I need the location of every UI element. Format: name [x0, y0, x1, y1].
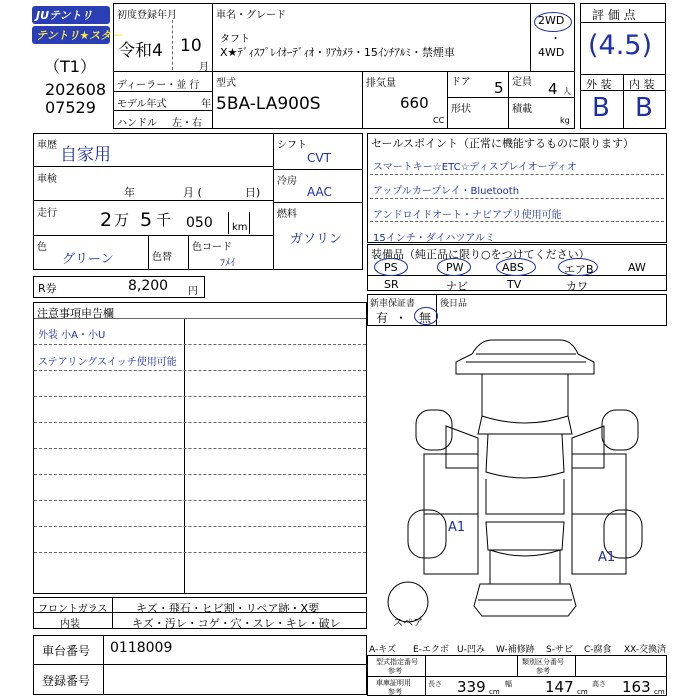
spare-label: スペア	[393, 618, 423, 629]
mileage-u1: 万	[114, 211, 130, 229]
model-year-unit: 年	[201, 99, 211, 110]
inspection-day-unit: 日)	[245, 186, 261, 199]
shift-label: シフト	[277, 140, 307, 151]
mileage-v3: 050	[186, 215, 213, 231]
cert-sub: 参考	[388, 688, 402, 696]
doors-label: ドア	[451, 77, 471, 88]
equip-abs: ABS	[502, 261, 524, 274]
mileage-v1: 2	[100, 209, 113, 231]
diagram-mark-left: A1	[448, 520, 466, 535]
selling-item-1: スマートキー☆ETC☆ディスプレイオーディオ	[373, 162, 577, 173]
recycle-box	[33, 276, 205, 298]
type-label: 型式	[216, 78, 236, 89]
logo	[32, 6, 123, 48]
rating-value: (4.5)	[588, 30, 653, 61]
mileage-v2: 5	[140, 209, 153, 231]
windshield-label: フロントガラス	[38, 604, 108, 615]
reg-label: 初度登録年月	[117, 10, 177, 21]
equip-leather: カワ	[566, 280, 588, 293]
inspection-label: 車検	[37, 174, 57, 185]
handle-options: 左・右	[172, 118, 202, 129]
model-name: タフト	[220, 34, 250, 45]
capacity-value: 4	[548, 80, 558, 98]
legend-u: U-凹み	[457, 645, 485, 655]
equip-airbag-circle	[558, 258, 598, 276]
equip-tv: TV	[507, 278, 522, 291]
fuel-label: 燃料	[277, 209, 297, 220]
equip-pw: PW	[446, 261, 464, 274]
cert-length-unit: cm	[489, 688, 500, 696]
recycle-unit: 円	[188, 286, 198, 297]
color-change-label: 色替	[152, 252, 172, 263]
equip-label: 装備品（純正品に限り○をつけてください）	[371, 248, 590, 261]
shape-label: 形状	[451, 104, 471, 115]
logo-line1: JUテントリ	[32, 6, 110, 24]
reg-month: 10	[180, 36, 202, 56]
car-damage-diagram	[380, 334, 668, 632]
chassis-label: 車台番号	[42, 644, 91, 658]
selling-item-2: アップルカープレイ・Bluetooth	[373, 186, 520, 197]
handle-label: ハンドル	[117, 118, 157, 129]
drive-dot: ・	[550, 32, 561, 45]
cert-length-label: 長さ	[428, 680, 442, 688]
chassis-value: 0118009	[110, 640, 173, 656]
selling-label: セールスポイント（正常に機能するものに限ります）	[371, 137, 635, 150]
exterior-label: 外 装	[586, 78, 612, 91]
type-designation-label: 型式指定番号	[376, 658, 418, 666]
equip-aw: AW	[628, 261, 646, 274]
stock-tag: （T1）	[44, 57, 96, 76]
recycle-value: 8,200	[128, 278, 169, 294]
cert-width: 147	[545, 678, 574, 696]
manual-label: 後日品	[440, 299, 468, 309]
legend-a: A-キズ	[369, 645, 397, 655]
inspection-year-unit: 年	[124, 186, 135, 199]
notes-label: 注意事項申告欄	[37, 307, 114, 320]
disp-value: 660	[400, 94, 429, 112]
stock-number-top: 202608	[45, 80, 107, 99]
legend-s: S-サビ	[546, 645, 573, 655]
cert-height: 163	[622, 678, 651, 696]
interior-label: 内 装	[629, 78, 655, 91]
type-designation-sub: 参考	[388, 667, 402, 675]
interior-grade: B	[635, 93, 653, 123]
disp-label: 排気量	[366, 78, 396, 89]
history-value: 自家用	[60, 145, 111, 165]
mileage-unit: km	[232, 222, 248, 233]
warranty-dot: ・	[395, 311, 408, 325]
notes-line-2: ステアリングスイッチ使用可能	[38, 357, 177, 368]
warranty-no: 無	[419, 311, 432, 325]
class-designation-sub: 参考	[536, 667, 550, 675]
mileage-label: 走行	[37, 208, 57, 219]
ac-label: 冷房	[277, 176, 297, 187]
cert-width-unit: cm	[577, 688, 588, 696]
recycle-label: R券	[38, 282, 57, 295]
model-grade: X★ﾃﾞｨｽﾌﾟﾚｲｵｰﾃﾞｨｵ・ﾘｱｶﾒﾗ・15ｲﾝﾁｱﾙﾐ・禁煙車	[220, 46, 455, 59]
cert-length: 339	[457, 678, 486, 696]
class-designation-label: 類別区分番号	[522, 658, 564, 666]
windshield-text: キズ・飛石・ヒビ割・リペア跡・X要	[136, 602, 320, 615]
load-label: 積載	[512, 104, 532, 115]
equip-ps: PS	[384, 261, 398, 274]
interior-row-text: キズ・汚レ・コゲ・穴・スレ・キレ・破レ	[132, 617, 341, 630]
mileage-u2: 千	[156, 211, 172, 229]
legend-xx: XX-交換済	[624, 645, 667, 655]
warranty-yes: 有	[376, 311, 389, 325]
registration-label: 登録番号	[42, 674, 91, 688]
logo-line2: テントリ★スター	[32, 26, 110, 44]
cert-label: 車庫証明用	[376, 679, 411, 687]
diagram-mark-right: A1	[598, 550, 616, 565]
equip-airbag: エアB	[564, 263, 594, 276]
interior-row-label: 内装	[60, 619, 80, 630]
cert-width-label: 幅	[505, 680, 512, 688]
equip-navi: ナビ	[446, 280, 468, 293]
exterior-grade: B	[592, 93, 610, 123]
rating-label: 評 価 点	[592, 8, 636, 22]
legend-c: C-腐食	[584, 645, 612, 655]
reg-era: 令和4	[118, 41, 163, 61]
history-label: 車歴	[37, 140, 57, 151]
selling-item-4: 15インチ・ダイハツアルミ	[373, 233, 495, 244]
fuel-value: ガソリン	[290, 232, 343, 247]
doors-value: 5	[494, 79, 504, 97]
color-code: ﾌﾒｲ	[220, 258, 235, 269]
model-label: 車名・グレード	[216, 10, 286, 21]
cert-height-label: 高さ	[592, 680, 606, 688]
equip-ps-circle	[374, 258, 408, 276]
drive-4wd: 4WD	[538, 46, 565, 59]
color-label: 色	[37, 242, 47, 253]
color-code-label: 色コード	[192, 242, 232, 253]
color-value: グリーン	[62, 252, 114, 267]
capacity-label: 定員	[512, 77, 532, 88]
warranty-label: 新車保証書	[370, 299, 416, 309]
cert-height-unit: cm	[654, 688, 665, 696]
inspection-month-unit: 月 (	[183, 186, 202, 199]
capacity-unit: 人	[563, 87, 571, 96]
warranty-no-circle	[414, 307, 438, 325]
dealer-label: ディーラー・並 行	[117, 80, 200, 91]
stock-number-bottom: 07529	[45, 98, 96, 117]
model-year-label: モデル年式	[117, 99, 167, 110]
disp-unit: CC	[433, 116, 445, 125]
load-unit: kg	[560, 116, 570, 125]
selling-item-3: アンドロイドオート・ナビアプリ使用可能	[373, 210, 562, 221]
legend-e: E-エクボ	[413, 645, 449, 655]
legend-w: W-補修跡	[496, 645, 535, 655]
notes-line-1: 外装 小A・小U	[38, 330, 106, 341]
drive-2wd: 2WD	[538, 14, 565, 27]
shift-value: CVT	[307, 151, 331, 165]
ac-value: AAC	[307, 185, 332, 199]
equip-sr: SR	[384, 278, 399, 291]
reg-month-unit: 月	[199, 62, 209, 73]
equip-abs-circle	[496, 258, 536, 276]
equip-pw-circle	[437, 258, 471, 276]
type-value: 5BA-LA900S	[216, 94, 321, 114]
